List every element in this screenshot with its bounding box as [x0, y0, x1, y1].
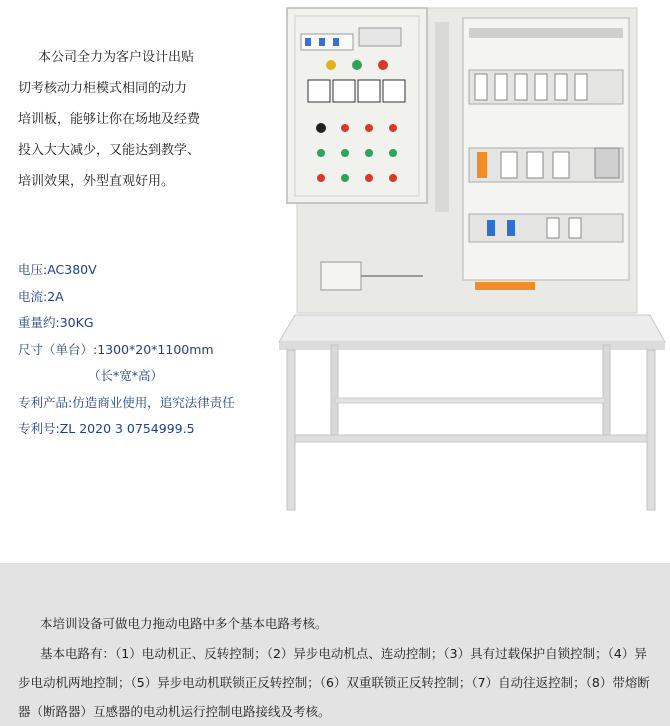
intro-line: 切考核动力柜模式相同的动力 — [18, 81, 188, 96]
circuit-list: 基本电路有：（1）电动机正、反转控制；（2）异步电动机点、连动控制；（3）具有过载保护自锁控制；（4）异步电动机两地控制；（5）异步电动机联锁正反转控制；（6）双重联锁正反转控制；（7）自动往返控制；（8）带熔断器（断路器）互感器的电动机运行控制电路接线及考核。 — [18, 646, 650, 719]
spec-patent-number: 专利号:ZL 2020 3 0754999.5 — [18, 421, 195, 436]
intro-line: 培训效果，外型直观好用。 — [18, 174, 175, 189]
spec-voltage: 电压:AC380V — [18, 262, 97, 277]
spec-size: 尺寸（单台）:1300*20*1100mm — [18, 341, 214, 357]
spec-current: 电流:2A — [18, 288, 64, 304]
spec-size-note: （长*宽*高） — [88, 368, 164, 383]
description-intro: 本培训设备可做电力拖动电路中多个基本电路考核。 — [40, 616, 328, 631]
spec-weight: 重量约:30KG — [18, 315, 94, 330]
intro-text — [18, 42, 258, 197]
training-cabinet-photo — [275, 0, 670, 520]
intro-line: 投入大大减少，又能达到教学、 — [18, 143, 201, 158]
description-section — [0, 563, 670, 726]
spec-list — [18, 257, 278, 443]
spec-patent-product: 专利产品:仿造商业使用，追究法律责任 — [18, 394, 235, 410]
intro-line: 本公司全力为客户设计出贴 — [38, 50, 195, 65]
intro-line: 培训板，能够让你在场地及经费 — [18, 112, 201, 127]
